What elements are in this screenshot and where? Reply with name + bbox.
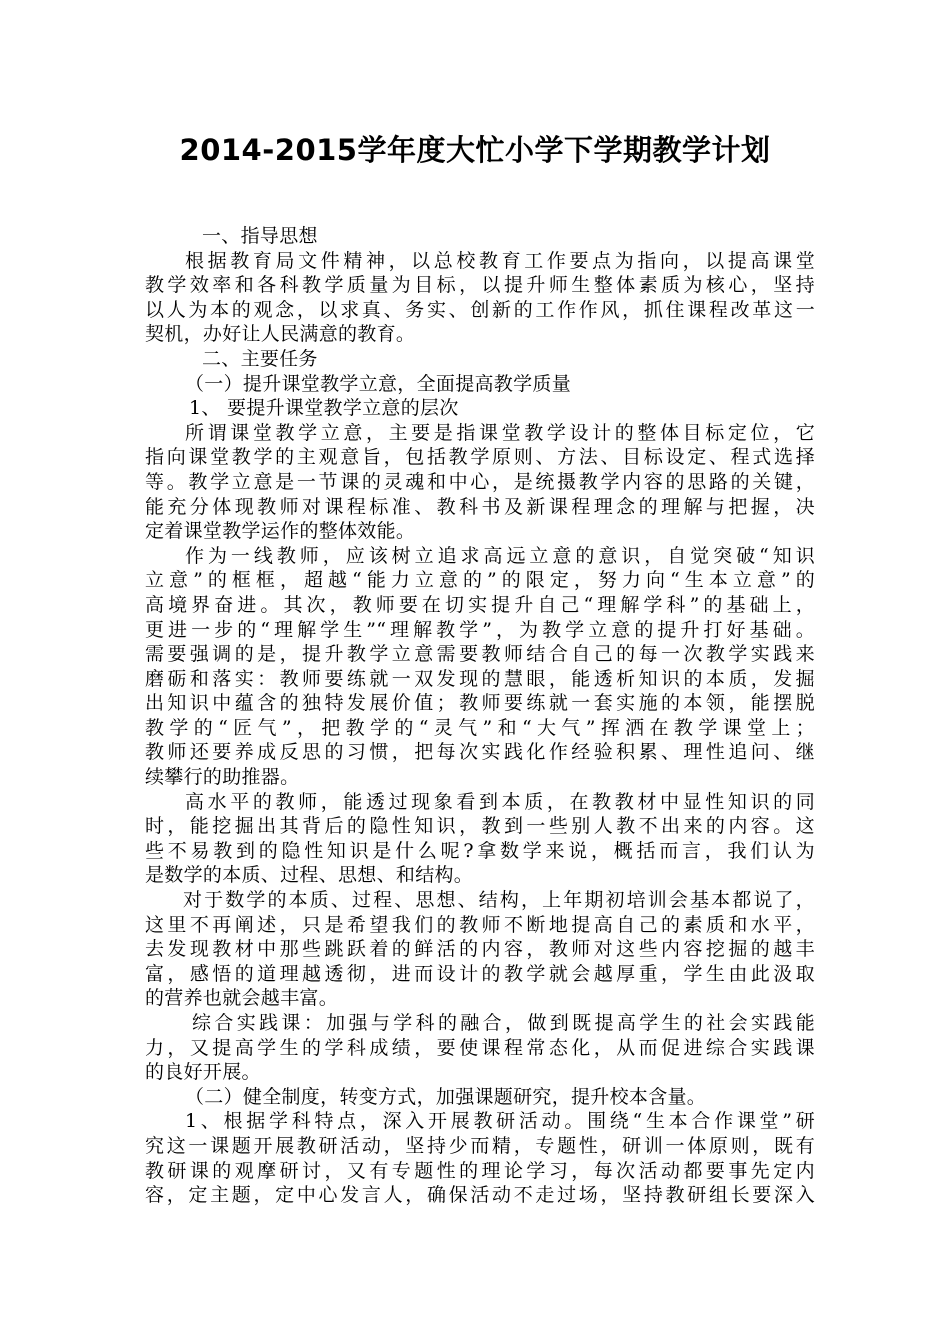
paragraph-line: 需要强调的是，提升教学立意需要教师结合自己的每一次教学实践来: [145, 643, 815, 666]
paragraph-line: 能充分体现教师对课程标准、教科书及新课程理念的理解与把握，决: [145, 495, 815, 518]
paragraph-line: 富，感悟的道理越透彻，进而设计的教学就会越厚重，学生由此汲取: [145, 962, 815, 985]
paragraph-line: 是数学的本质、过程、思想、和结构。: [145, 864, 474, 887]
paragraph-line: 教研课的观摩研讨，又有专题性的理论学习，每次活动都要事先定内: [145, 1159, 815, 1182]
paragraph-line: 的良好开展。: [145, 1061, 261, 1084]
subheading-item-1: 1、 要提升课堂教学立意的层次: [189, 397, 459, 420]
paragraph-line: 的营养也就会越丰富。: [145, 987, 339, 1010]
paragraph-line: 等。教学立意是一节课的灵魂和中心，是统摄教学内容的思路的关键，: [145, 470, 815, 493]
subheading-part-1: （一）提升课堂教学立意，全面提高教学质量: [185, 372, 572, 395]
paragraph-line: 对于数学的本质、过程、思想、结构，上年期初培训会基本都说了，: [183, 889, 815, 912]
paragraph-line: 契机，办好让人民满意的教育。: [145, 323, 416, 346]
paragraph-line: 力，又提高学生的学科成绩，要使课程常态化，从而促进综合实践课: [145, 1036, 815, 1059]
paragraph-line: 续攀行的助推器。: [145, 766, 300, 789]
paragraph-line: 作为一线教师，应该树立追求高远立意的意识，自觉突破“知识: [185, 544, 815, 567]
subheading-part-2: （二）健全制度，转变方式，加强课题研究，提升校本含量。: [185, 1085, 707, 1108]
paragraph-line: 综合实践课：加强与学科的融合，做到既提高学生的社会实践能: [192, 1012, 815, 1034]
paragraph-line: 教师还要养成反思的习惯，把每次实践化作经验积累、理性追问、继: [145, 741, 815, 764]
paragraph-line: 高水平的教师，能透过现象看到本质，在教教材中显性知识的同: [185, 790, 815, 813]
paragraph-line: 这里不再阐述，只是希望我们的教师不断地提高自己的素质和水平，: [145, 913, 815, 936]
document-title: 2014-2015学年度大忙小学下学期教学计划: [179, 133, 771, 167]
heading-main-tasks: 二、主要任务: [202, 347, 318, 370]
paragraph-line: 高境界奋进。其次，教师要在切实提升自己“理解学科”的基础上，: [145, 593, 815, 616]
paragraph-line: 时，能挖掘出其背后的隐性知识，教到一些别人教不出来的内容。这: [145, 815, 815, 838]
paragraph-line: 所谓课堂教学立意，主要是指课堂教学设计的整体目标定位，它: [185, 421, 815, 444]
paragraph-line: 指向课堂教学的主观意旨，包括教学原则、方法、目标设定、程式选择: [145, 446, 815, 469]
paragraph-line: 定着课堂教学运作的整体效能。: [145, 520, 416, 543]
paragraph-line: 容，定主题，定中心发言人，确保活动不走过场，坚持教研组长要深入: [145, 1184, 815, 1207]
paragraph-line: 出知识中蕴含的独特发展价值；教师要练就一套实施的本领，能摆脱: [145, 692, 815, 715]
paragraph-line: 教学效率和各科教学质量为目标，以提升师生整体素质为核心，坚持: [145, 274, 815, 297]
paragraph-line: 1、根据学科特点，深入开展教研活动。围绕“生本合作课堂”研: [185, 1110, 815, 1133]
document-body: [145, 224, 815, 1208]
paragraph-line: 些不易教到的隐性知识是什么呢?拿数学来说，概括而言，我们认为: [145, 839, 815, 862]
paragraph-line: 去发现教材中那些跳跃着的鲜活的内容，教师对这些内容挖掘的越丰: [145, 938, 815, 961]
paragraph-line: 立意”的框框，超越“能力立意的”的限定，努力向“生本立意”的: [145, 569, 815, 592]
paragraph-line: 究这一课题开展教研活动，坚持少而精，专题性，研训一体原则，既有: [145, 1134, 815, 1157]
paragraph-line: 磨砺和落实：教师要练就一双发现的慧眼，能透析知识的本质，发掘: [145, 667, 815, 690]
paragraph-line: 更进一步的“理解学生”“理解教学”，为教学立意的提升打好基础。: [145, 618, 815, 641]
heading-guiding-ideology: 一、指导思想: [202, 225, 318, 247]
paragraph-line: 以人为本的观念，以求真、务实、创新的工作作风，抓住课程改革这一: [145, 298, 815, 321]
paragraph-line: 教学的“匠气”，把教学的“灵气”和“大气”挥洒在教学课堂上；: [145, 716, 815, 739]
paragraph-line: 根据教育局文件精神，以总校教育工作要点为指向，以提高课堂: [185, 249, 815, 272]
